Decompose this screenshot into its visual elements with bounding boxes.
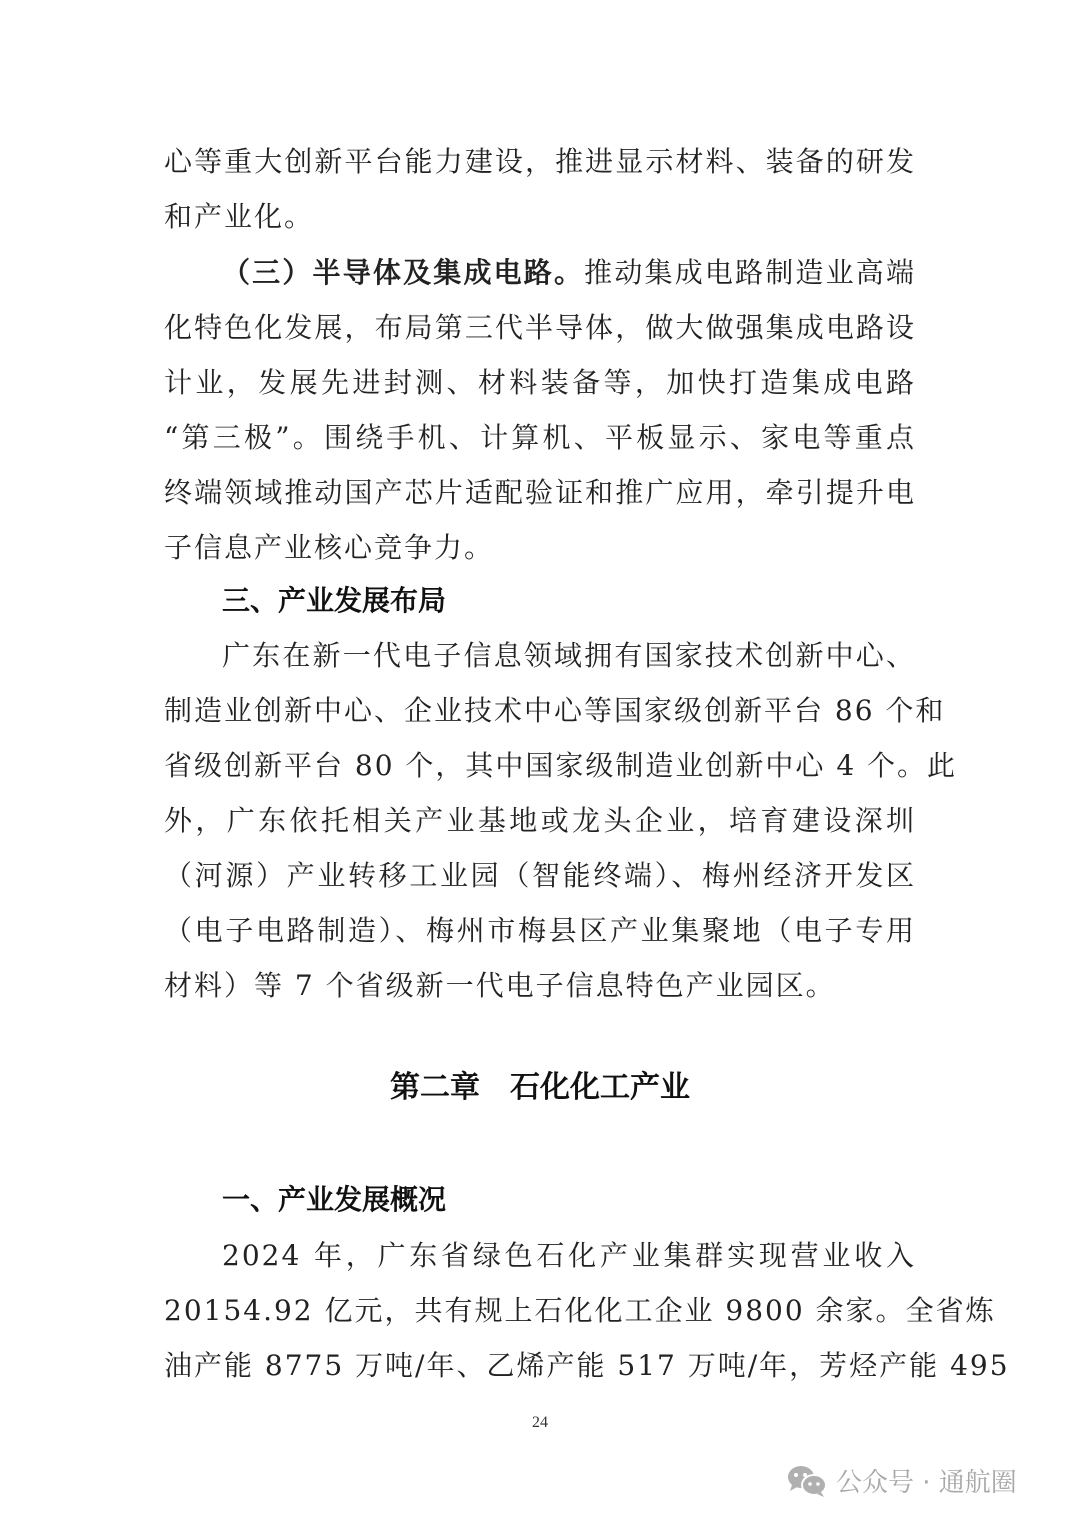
body-line: 外，广东依托相关产业基地或龙头企业，培育建设深圳 <box>164 804 916 837</box>
body-line: （电子电路制造）、梅州市梅县区产业集聚地（电子专用 <box>164 914 916 947</box>
body-line: 2024 年，广东省绿色石化产业集群实现营业收入 <box>222 1239 916 1272</box>
body-text: 推动集成电路制造业高端 <box>584 256 916 289</box>
body-line: 省级创新平台 80 个，其中国家级制造业创新中心 4 个。此 <box>164 749 958 782</box>
body-line: 心等重大创新平台能力建设，推进显示材料、装备的研发 <box>164 145 916 178</box>
chapter-title: 第二章 石化化工产业 <box>390 1070 690 1105</box>
section-heading: 一、产业发展概况 <box>222 1183 447 1216</box>
body-line: 终端领域推动国产芯片适配验证和推广应用，牵引提升电 <box>164 476 916 509</box>
body-line: 广东在新一代电子信息领域拥有国家技术创新中心、 <box>222 639 916 672</box>
body-line: 和产业化。 <box>164 200 315 233</box>
body-line: （河源）产业转移工业园（智能终端）、梅州经济开发区 <box>164 859 916 892</box>
watermark <box>786 1462 1017 1499</box>
page-number: 24 <box>532 1414 548 1431</box>
wechat-icon <box>786 1464 828 1498</box>
body-line: 制造业创新中心、企业技术中心等国家级创新平台 86 个和 <box>164 694 946 727</box>
watermark-text: 公众号 · 通航圈 <box>836 1468 1017 1498</box>
body-line: 化特色化发展，布局第三代半导体，做大做强集成电路设 <box>164 311 916 344</box>
subsection-title: （三）半导体及集成电路。 <box>222 256 585 289</box>
body-line: 材料）等 7 个省级新一代电子信息特色产业园区。 <box>164 969 836 1002</box>
body-line: 计业，发展先进封测、材料装备等，加快打造集成电路 <box>164 366 916 399</box>
body-line: “第三极”。围绕手机、计算机、平板显示、家电等重点 <box>164 421 916 454</box>
body-line: 子信息产业核心竞争力。 <box>164 531 495 564</box>
subsection-line <box>222 253 916 293</box>
section-heading: 三、产业发展布局 <box>222 584 447 617</box>
body-line: 20154.92 亿元，共有规上石化化工企业 9800 余家。全省炼 <box>164 1294 996 1327</box>
body-line: 油产能 8775 万吨/年、乙烯产能 517 万吨/年，芳烃产能 495 <box>164 1349 1010 1382</box>
